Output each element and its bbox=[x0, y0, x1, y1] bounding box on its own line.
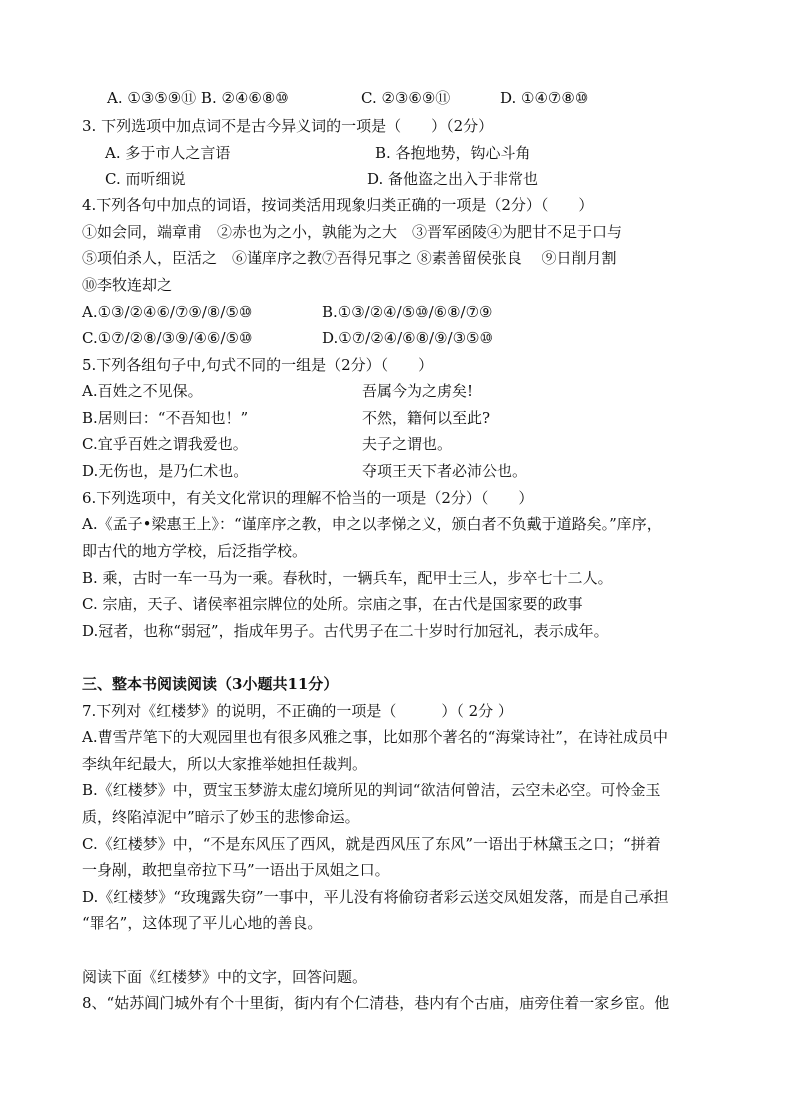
q5-row-left: D.无伤也，是乃仁术也。 bbox=[82, 462, 249, 480]
q7-option-d-line2: “罪名”，这体现了平儿心地的善良。 bbox=[82, 914, 323, 932]
q3-option-c: C. 而听细说 bbox=[105, 170, 186, 188]
q7-option-b-line1: B.《红楼梦》中，贾宝玉梦游太虚幻境所见的判词“欲洁何曾洁，云空未必空。可怜金玉 bbox=[82, 781, 661, 799]
q6-option-b: B. 乘，古时一车一马为一乘。春秋时，一辆兵车，配甲士三人，步卒七十二人。 bbox=[82, 569, 613, 587]
q5-row bbox=[82, 408, 730, 428]
q3-options-row2 bbox=[105, 169, 730, 189]
q5-row bbox=[82, 461, 730, 481]
q7-option-c-line1: C.《红楼梦》中，“不是东风压了西风，就是西风压了东风”一语出于林黛玉之口；“拼着 bbox=[82, 835, 661, 853]
q2-option-ab: A. ①③⑤⑨⑪ B. ②④⑥⑧⑩ bbox=[107, 89, 289, 107]
q4-sentences-line2: ⑤项伯杀人，臣活之 ⑥谨庠序之教⑦吾得兄事之 ⑧素善留侯张良 ⑨日削月割 bbox=[82, 249, 617, 267]
q5-row bbox=[82, 381, 730, 401]
q3-options-row1 bbox=[105, 143, 730, 163]
q4-option-c: C.①⑦/②⑧/③⑨/④⑥/⑤⑩ bbox=[82, 329, 253, 347]
q4-option-d: D.①⑦/②④/⑥⑧/⑨/③⑤⑩ bbox=[322, 329, 493, 347]
q4-sentences-line1: ①如会同，端章甫 ②赤也为之小，孰能为之大 ③晋军函陵④为肥甘不足于口与 bbox=[82, 223, 623, 241]
q5-row-right: 夺项王天下者必沛公也。 bbox=[362, 462, 528, 480]
q4-stem: 4.下列各句中加点的词语，按词类活用现象归类正确的一项是（2分）（ ） bbox=[82, 196, 594, 214]
q5-stem: 5.下列各组句子中,句式不同的一组是（2分）（ ） bbox=[82, 356, 434, 374]
q2-options-line bbox=[107, 88, 730, 108]
q6-option-c: C. 宗庙，天子、诸侯率祖宗牌位的处所。宗庙之事，在古代是国家要的政事 bbox=[82, 595, 583, 613]
reading-intro: 阅读下面《红楼梦》中的文字，回答问题。 bbox=[82, 968, 368, 986]
q2-option-d: D. ①④⑦⑧⑩ bbox=[500, 89, 589, 107]
q6-stem: 6.下列选项中，有关文化常识的理解不恰当的一项是（2分）（ ） bbox=[82, 489, 534, 507]
q5-row-right: 吾属今为之虏矣! bbox=[362, 382, 474, 400]
q6-option-a-line1: A.《孟子•梁惠王上》：“谨庠序之教，申之以孝悌之义，颁白者不负戴于道路矣。”庠序， bbox=[82, 515, 662, 533]
q2-option-c: C. ②③⑥⑨⑪ bbox=[361, 89, 451, 107]
q5-row bbox=[82, 434, 730, 454]
q7-stem: 7.下列对《红楼梦》的说明，不正确的一项是（ ）（ 2分 ） bbox=[82, 702, 513, 720]
q6-option-a-line2: 即古代的地方学校，后泛指学校。 bbox=[82, 542, 308, 560]
q4-options-row1 bbox=[82, 302, 730, 322]
q4-options-row2 bbox=[82, 328, 730, 348]
q6-option-d: D.冠者，也称“弱冠”，指成年男子。古代男子在二十岁时行加冠礼，表示成年。 bbox=[82, 622, 609, 640]
q7-option-c-line2: 一身剐，敢把皇帝拉下马”一语出于凤姐之口。 bbox=[82, 861, 390, 879]
q5-row-right: 夫子之谓也。 bbox=[362, 435, 453, 453]
q5-row-right: 不然，籍何以至此? bbox=[362, 409, 491, 427]
q3-option-a: A. 多于市人之言语 bbox=[105, 144, 231, 162]
q7-option-a-line1: A.曹雪芹笔下的大观园里也有很多风雅之事，比如那个著名的“海棠诗社”，在诗社成员中 bbox=[82, 728, 668, 746]
q7-option-d-line1: D.《红楼梦》“玫瑰露失窃”一事中，平儿没有将偷窃者彩云送交凤姐发落，而是自己承担 bbox=[82, 888, 669, 906]
q5-row-left: A.百姓之不见保。 bbox=[82, 382, 203, 400]
q8-line1: 8、“姑苏阊门城外有个十里街，街内有个仁清巷，巷内有个古庙，庙旁住着一家乡宦。他 bbox=[82, 994, 670, 1012]
q5-row-left: C.宜乎百姓之谓我爱也。 bbox=[82, 435, 248, 453]
q4-sentences-line3: ⑩李牧连却之 bbox=[82, 276, 173, 294]
q5-row-left: B.居则曰：“不吾知也！” bbox=[82, 409, 249, 427]
q7-option-a-line2: 李纨年纪最大，所以大家推举她担任裁判。 bbox=[82, 755, 368, 773]
section-heading: 三、整本书阅读阅读（3小题共11分） bbox=[82, 675, 339, 693]
q7-option-b-line2: 质，终陷淖泥中”暗示了妙玉的悲惨命运。 bbox=[82, 808, 360, 826]
q3-stem: 3. 下列选项中加点词不是古今异义词的一项是（ ）（2分） bbox=[82, 117, 494, 135]
q3-option-b: B. 各抱地势，钩心斗角 bbox=[375, 144, 531, 162]
q4-option-a: A.①③/②④⑥/⑦⑨/⑧/⑤⑩ bbox=[82, 303, 253, 321]
q4-option-b: B.①③/②④/⑤⑩/⑥⑧/⑦⑨ bbox=[322, 303, 493, 321]
q3-option-d: D. 备他盗之出入于非常也 bbox=[367, 170, 539, 188]
